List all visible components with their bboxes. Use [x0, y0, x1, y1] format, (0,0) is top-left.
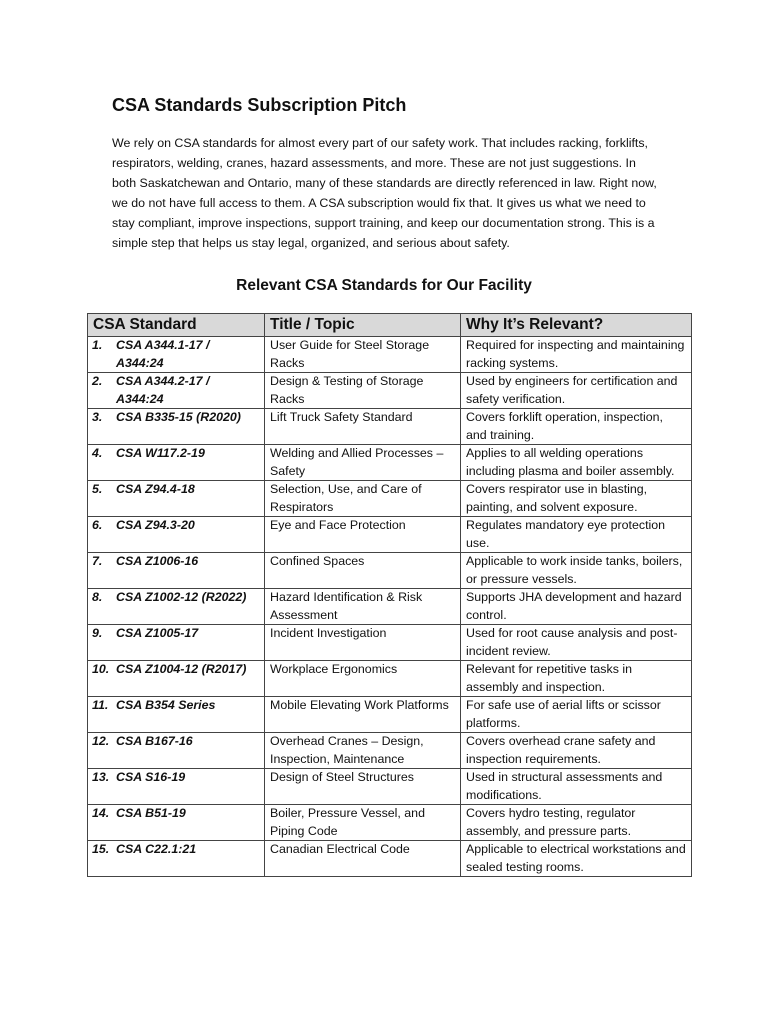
relevance-cell: Supports JHA development and hazard control. — [461, 589, 692, 625]
title-cell: Design & Testing of Storage Racks — [265, 373, 461, 409]
standard-cell — [88, 841, 265, 877]
table-row — [88, 337, 692, 373]
row-number: 14. — [92, 806, 110, 820]
header-csa-standard: CSA Standard — [88, 314, 265, 337]
row-number: 9. — [92, 626, 103, 640]
row-number: 10. — [92, 662, 110, 676]
relevance-cell: For safe use of aerial lifts or scissor platforms. — [461, 697, 692, 733]
row-number: 12. — [92, 734, 110, 748]
header-title-topic: Title / Topic — [265, 314, 461, 337]
title-cell: Confined Spaces — [265, 553, 461, 589]
table-title: Relevant CSA Standards for Our Facility — [236, 277, 532, 294]
title-cell: Mobile Elevating Work Platforms — [265, 697, 461, 733]
row-number: 11. — [92, 698, 109, 712]
relevance-cell: Used for root cause analysis and post-incident review. — [461, 625, 692, 661]
standard-cell — [88, 409, 265, 445]
table-row — [88, 373, 692, 409]
standard-code: CSA Z1004-12 (R2017) — [116, 662, 247, 676]
table-row — [88, 841, 692, 877]
standard-cell — [88, 517, 265, 553]
table-row — [88, 661, 692, 697]
row-number: 4. — [92, 446, 103, 460]
standard-cell — [88, 445, 265, 481]
table-row — [88, 733, 692, 769]
standard-cell — [88, 481, 265, 517]
row-number: 6. — [92, 518, 103, 532]
standard-code: CSA B51-19 — [116, 806, 186, 820]
standard-code: CSA W117.2-19 — [116, 446, 205, 460]
row-number: 1. — [92, 338, 103, 352]
csa-standards-table — [87, 313, 692, 877]
row-number: 5. — [92, 482, 103, 496]
standard-cell — [88, 337, 265, 373]
relevance-cell: Covers overhead crane safety and inspection requirements. — [461, 733, 692, 769]
table-row — [88, 445, 692, 481]
standard-code: CSA B335-15 (R2020) — [116, 410, 241, 424]
title-cell: Canadian Electrical Code — [265, 841, 461, 877]
relevance-cell: Regulates mandatory eye protection use. — [461, 517, 692, 553]
row-number: 13. — [92, 770, 110, 784]
table-body — [88, 337, 692, 877]
standard-cell — [88, 733, 265, 769]
row-number: 7. — [92, 554, 103, 568]
table-row — [88, 409, 692, 445]
row-number: 8. — [92, 590, 103, 604]
table-row — [88, 625, 692, 661]
title-cell: Boiler, Pressure Vessel, and Piping Code — [265, 805, 461, 841]
title-cell: Incident Investigation — [265, 625, 461, 661]
standard-code: CSA A344.1-17 / A344:24 — [116, 338, 210, 370]
title-cell: Overhead Cranes – Design, Inspection, Maintenance — [265, 733, 461, 769]
relevance-cell: Used in structural assessments and modifications. — [461, 769, 692, 805]
relevance-cell: Covers forklift operation, inspection, and training. — [461, 409, 692, 445]
table-row — [88, 769, 692, 805]
table-row — [88, 553, 692, 589]
document-title: CSA Standards Subscription Pitch — [112, 95, 407, 115]
standard-code: CSA Z1002-12 (R2022) — [116, 590, 247, 604]
standard-code: CSA B354 Series — [116, 698, 216, 712]
relevance-cell: Applicable to electrical workstations and sealed testing rooms. — [461, 841, 692, 877]
standard-cell — [88, 769, 265, 805]
title-cell: Welding and Allied Processes – Safety — [265, 445, 461, 481]
table-row — [88, 697, 692, 733]
relevance-cell: Used by engineers for certification and safety verification. — [461, 373, 692, 409]
standard-code: CSA B167-16 — [116, 734, 193, 748]
title-cell: User Guide for Steel Storage Racks — [265, 337, 461, 373]
intro-paragraph: We rely on CSA standards for almost every part of our safety work. That includes racking, forklifts, respirators, welding, cranes, hazard assessments, and more. These are not just suggestions. In both Saskatchewan and Ontario, many of these standards are directly referenced in law. Right now, we do not have full access to them. A CSA subscription would fix that. It gives us what we need to stay compliant, improve inspections, support training, and keep our documentation strong. This is a simple step that helps us stay legal, organized, and serious about safety. — [112, 136, 657, 250]
standard-code: CSA Z1005-17 — [116, 626, 199, 640]
standard-cell — [88, 805, 265, 841]
standard-cell — [88, 589, 265, 625]
standard-cell — [88, 553, 265, 589]
relevance-cell: Covers respirator use in blasting, painting, and solvent exposure. — [461, 481, 692, 517]
standard-cell — [88, 625, 265, 661]
standard-cell — [88, 373, 265, 409]
relevance-cell: Applicable to work inside tanks, boilers, or pressure vessels. — [461, 553, 692, 589]
standard-code: CSA Z94.4-18 — [116, 482, 195, 496]
title-cell: Eye and Face Protection — [265, 517, 461, 553]
title-cell: Selection, Use, and Care of Respirators — [265, 481, 461, 517]
standard-code: CSA A344.2-17 / A344:24 — [116, 374, 210, 406]
table-row — [88, 589, 692, 625]
row-number: 3. — [92, 410, 103, 424]
table-header-row — [88, 314, 692, 337]
standard-code: CSA S16-19 — [116, 770, 186, 784]
table-row — [88, 805, 692, 841]
title-cell: Hazard Identification & Risk Assessment — [265, 589, 461, 625]
title-cell: Design of Steel Structures — [265, 769, 461, 805]
title-cell: Lift Truck Safety Standard — [265, 409, 461, 445]
table-row — [88, 481, 692, 517]
relevance-cell: Covers hydro testing, regulator assembly, and pressure parts. — [461, 805, 692, 841]
title-cell: Workplace Ergonomics — [265, 661, 461, 697]
standard-cell — [88, 661, 265, 697]
relevance-cell: Relevant for repetitive tasks in assembly and inspection. — [461, 661, 692, 697]
standard-cell — [88, 697, 265, 733]
standard-code: CSA Z1006-16 — [116, 554, 199, 568]
row-number: 15. — [92, 842, 110, 856]
relevance-cell: Applies to all welding operations including plasma and boiler assembly. — [461, 445, 692, 481]
table-row — [88, 517, 692, 553]
standard-code: CSA C22.1:21 — [116, 842, 197, 856]
row-number: 2. — [92, 374, 103, 388]
header-why-relevant: Why It’s Relevant? — [461, 314, 692, 337]
relevance-cell: Required for inspecting and maintaining racking systems. — [461, 337, 692, 373]
standard-code: CSA Z94.3-20 — [116, 518, 195, 532]
